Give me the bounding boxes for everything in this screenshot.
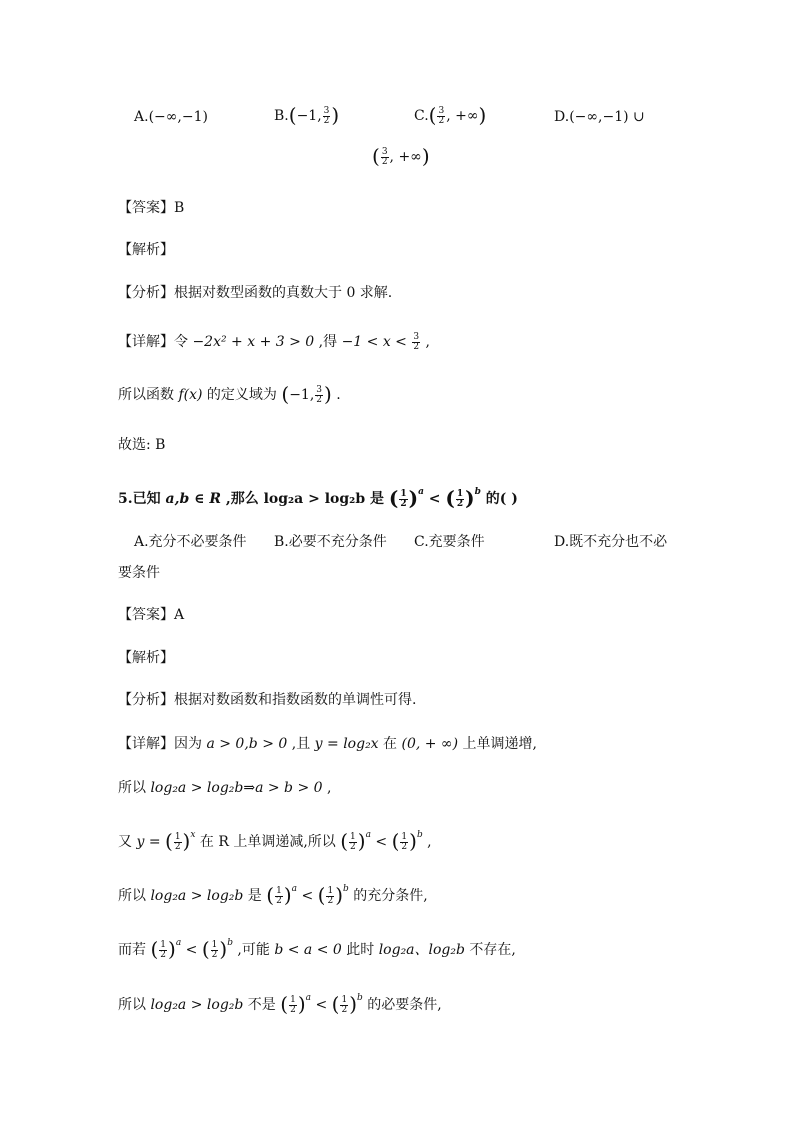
q4-option-a [134,107,208,127]
q5-option-c: C.充要条件 [414,534,485,550]
q5-detail-3: 又 y = ( $\frac{1}{2}$ )$^x$ 在 R 上单调递减,所以 ( $\frac{1}{2}$ )$^a$ < ( $\frac{1}{2}$ )$^b$ , [118,829,432,853]
option-label: A. [134,109,149,125]
q4-option-b: B.(−1, $\frac{3}{2}$ ) [274,103,340,127]
q4-option-d-cont: ( $\frac{3}{2}$ , +∞) [372,144,430,168]
q5-analysis-heading: 【解析】 [118,650,174,666]
option-text: , +∞ [389,149,422,165]
q4-fenxi: 【分析】根据对数型函数的真数大于 0 求解. [118,285,393,301]
q4-choose: 故选: B [118,437,166,453]
q5-detail-2: 所以 log₂a > log₂b⇒a > b > 0 , [118,780,332,796]
option-label: C. [414,108,429,124]
fraction: $\frac{3}{2}$ [323,105,330,126]
q4-answer: 【答案】B [118,200,185,216]
q5-fenxi: 【分析】根据对数函数和指数函数的单调性可得. [118,692,417,708]
q4-domain: 所以函数 f(x) 的定义域为 (−1, $\frac{3}{2}$ ) . [118,382,341,406]
q4-option-c: C.( $\frac{3}{2}$ , +∞) [414,103,487,127]
option-label: D. [554,109,570,125]
q5-detail-4: 所以 log₂a > log₂b 是 ( $\frac{1}{2}$ )$^a$ < ( $\frac{1}{2}$ )$^b$ 的充分条件, [118,883,428,907]
option-text: (−∞,−1) [148,109,208,125]
q5-stem: 5.已知 a,b ∈ R ,那么 log₂a > log₂b 是 ( $\frac{1}{2}$ )$^a$ < ( $\frac{1}{2}$ )$^b$ 的( ) [118,486,518,510]
fraction: $\frac{3}{2}$ [438,105,445,126]
q4-analysis-heading: 【解析】 [118,242,174,258]
q5-option-d: D.既不充分也不必 [554,534,668,550]
option-text: , +∞ [446,108,479,124]
fraction: $\frac{3}{2}$ [381,146,388,167]
q5-detail-6: 所以 log₂a > log₂b 不是 ( $\frac{1}{2}$ )$^a$ < ( $\frac{1}{2}$ )$^b$ 的必要条件, [118,992,442,1016]
fraction: $\frac{3}{2}$ [316,384,323,405]
fraction: $\frac{3}{2}$ [413,331,420,352]
q5-option-a: A.充分不必要条件 [134,534,247,550]
option-text: (−∞,−1) ∪ [569,109,645,125]
q5-option-d-cont: 要条件 [118,565,160,581]
option-text: −1, [296,108,322,124]
q5-answer: 【答案】A [118,607,185,623]
math-inequality: −2x² + x + 3 > 0 [192,334,315,350]
q5-detail-1: 【详解】因为 a > 0,b > 0 ,且 y = log₂x 在 (0, + ∞) 上单调递增, [118,736,537,752]
q5-detail-5: 而若 ( $\frac{1}{2}$ )$^a$ < ( $\frac{1}{2}$ )$^b$ ,可能 b < a < 0 此时 log₂a、log₂b 不存在, [118,937,516,961]
q4-detail: 【详解】令 −2x² + x + 3 > 0 ,得 −1 < x < $\frac{3}{2}$ , [118,331,430,352]
option-label: B. [274,108,289,124]
q4-option-d [554,107,645,127]
q5-option-b: B.必要不充分条件 [274,534,387,550]
